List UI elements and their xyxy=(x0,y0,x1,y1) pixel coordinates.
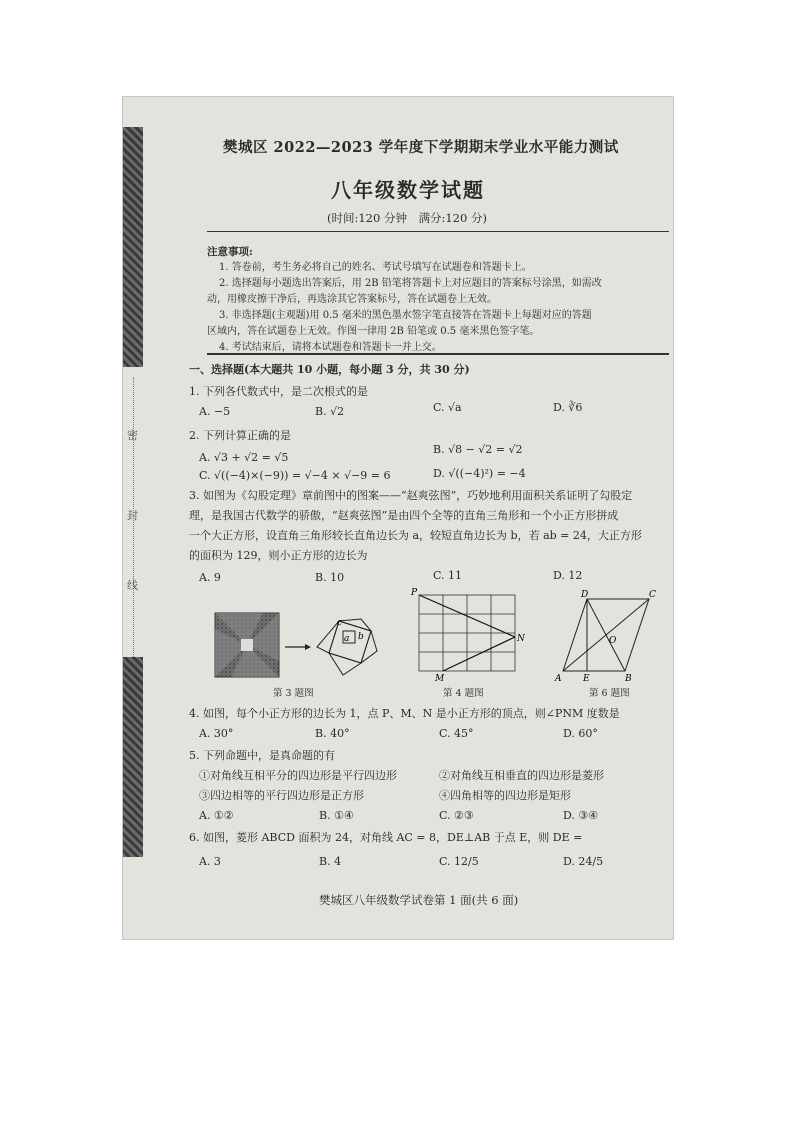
q6-option-c: C. 12/5 xyxy=(439,855,479,868)
notice-line: 动，用橡皮擦干净后，再选涂其它答案标号，答在试题卷上无效。 xyxy=(207,294,497,305)
fig3-label-b: b xyxy=(358,632,364,642)
notice-line: 2. 选择题每小题选出答案后，用 2B 铅笔将答题卡上对应题目的答案标号涂黑，如需改 xyxy=(219,278,602,289)
q1-option-b: B. √2 xyxy=(315,405,345,418)
q1-option-c: C. √a xyxy=(433,401,462,414)
q4-option-c: C. 45° xyxy=(439,727,474,740)
q5-option-d: D. ③④ xyxy=(563,809,599,822)
q3-option-a: A. 9 xyxy=(199,571,221,584)
question-2: 2. 下列计算正确的是 xyxy=(189,429,291,442)
question-5: 5. 下列命题中，是真命题的有 xyxy=(189,749,335,762)
q6-option-b: B. 4 xyxy=(319,855,342,868)
fig6-label-b: B xyxy=(625,674,632,683)
seal-mark-feng: 封 xyxy=(127,509,138,522)
q3-option-b: B. 10 xyxy=(315,571,345,584)
exam-title: 樊城区 2022—2023 学年度下学期期末学业水平能力测试 xyxy=(223,139,619,156)
question-3-line: 一个大正方形，设直角三角形较长直角边长为 a，较短直角边长为 b，若 ab = 24，大正方形 xyxy=(189,529,642,542)
question-1: 1. 下列各代数式中，是二次根式的是 xyxy=(189,385,368,398)
time-info: (时间:120 分钟 满分:120 分) xyxy=(327,211,487,225)
q2-option-c: C. √((−4)×(−9)) = √−4 × √−9 = 6 xyxy=(199,469,391,482)
q3-option-d: D. 12 xyxy=(553,569,583,582)
q2-option-a: A. √3 + √2 = √5 xyxy=(199,451,289,464)
notice-line: 4. 考试结束后，请将本试题卷和答题卡一并上交。 xyxy=(219,342,442,353)
q5-option-a: A. ①② xyxy=(199,809,234,822)
q5-proposition-1: ①对角线互相平分的四边形是平行四边形 xyxy=(199,769,397,782)
question-6: 6. 如图，菱形 ABCD 面积为 24，对角线 AC = 8，DE⊥AB 于点 E，则 DE = xyxy=(189,831,583,844)
q5-option-b: B. ①④ xyxy=(319,809,354,822)
paper-title: 八年级数学试题 xyxy=(331,178,485,202)
exam-paper xyxy=(122,96,674,940)
q4-option-d: D. 60° xyxy=(563,727,598,740)
q2-option-b: B. √8 − √2 = √2 xyxy=(433,443,523,456)
section-heading: 一、选择题(本大题共 10 小题，每小题 3 分，共 30 分) xyxy=(189,363,470,376)
figure-3 xyxy=(213,611,403,681)
question-3-line: 的面积为 129，则小正方形的边长为 xyxy=(189,549,368,562)
fig6-label-c: C xyxy=(649,590,656,600)
q5-proposition-3: ③四边相等的平行四边形是正方形 xyxy=(199,789,364,802)
fig6-label-d: D xyxy=(581,590,589,600)
figure-6 xyxy=(553,587,659,683)
figure-6-caption: 第 6 题图 xyxy=(589,688,630,699)
q6-option-d: D. 24/5 xyxy=(563,855,604,868)
notice-line: 区域内，答在试题卷上无效。作图一律用 2B 铅笔或 0.5 毫米黑色签字笔。 xyxy=(207,326,540,337)
fig6-label-o: O xyxy=(609,636,617,646)
figure-4-caption: 第 4 题图 xyxy=(443,688,484,699)
fig3-label-c: c xyxy=(337,618,343,628)
notice-title: 注意事项: xyxy=(207,246,253,258)
q3-option-c: C. 11 xyxy=(433,569,463,582)
q5-option-c: C. ②③ xyxy=(439,809,474,822)
question-3-line: 3. 如图为《勾股定理》章前图中的图案——“赵爽弦图”，巧妙地利用面积关系证明了勾股定 xyxy=(189,489,633,502)
seal-mark-xian: 线 xyxy=(127,579,138,592)
q5-proposition-4: ④四角相等的四边形是矩形 xyxy=(439,789,571,802)
fig4-label-p: P xyxy=(411,588,418,598)
fig6-label-a: A xyxy=(555,674,562,683)
fig6-label-e: E xyxy=(583,674,590,683)
figure-3-caption: 第 3 题图 xyxy=(273,688,314,699)
divider-top xyxy=(207,231,669,232)
q1-option-d: D. ∛6 xyxy=(553,401,583,414)
question-3-line: 理，是我国古代数学的骄傲，“赵爽弦图”是由四个全等的直角三角形和一个小正方形拼成 xyxy=(189,509,619,522)
q4-option-a: A. 30° xyxy=(199,727,234,740)
fig4-label-n: N xyxy=(517,634,525,644)
page-footer: 樊城区八年级数学试卷第 1 面(共 6 面) xyxy=(319,893,519,907)
q5-proposition-2: ②对角线互相垂直的四边形是菱形 xyxy=(439,769,604,782)
q1-option-a: A. −5 xyxy=(199,405,231,418)
decorative-border-bottom xyxy=(123,657,143,857)
q4-option-b: B. 40° xyxy=(315,727,350,740)
divider-notice xyxy=(207,353,669,355)
notice-line: 1. 答卷前，考生务必将自己的姓名、考试号填写在试题卷和答题卡上。 xyxy=(219,262,532,273)
q2-option-d: D. √((−4)²) = −4 xyxy=(433,467,526,480)
question-4: 4. 如图，每个小正方形的边长为 1，点 P、M、N 是小正方形的顶点，则∠PNM 度数是 xyxy=(189,707,620,720)
decorative-border-top xyxy=(123,127,143,367)
seal-column xyxy=(127,377,143,657)
fig3-label-a: a xyxy=(344,634,350,644)
figure-4 xyxy=(409,587,529,683)
seal-mark-mi: 密 xyxy=(127,429,138,442)
notice-line: 3. 非选择题(主观题)用 0.5 毫米的黑色墨水签字笔直接答在答题卡上每题对应的答题 xyxy=(219,310,592,321)
fig4-label-m: M xyxy=(435,674,445,683)
q6-option-a: A. 3 xyxy=(199,855,221,868)
